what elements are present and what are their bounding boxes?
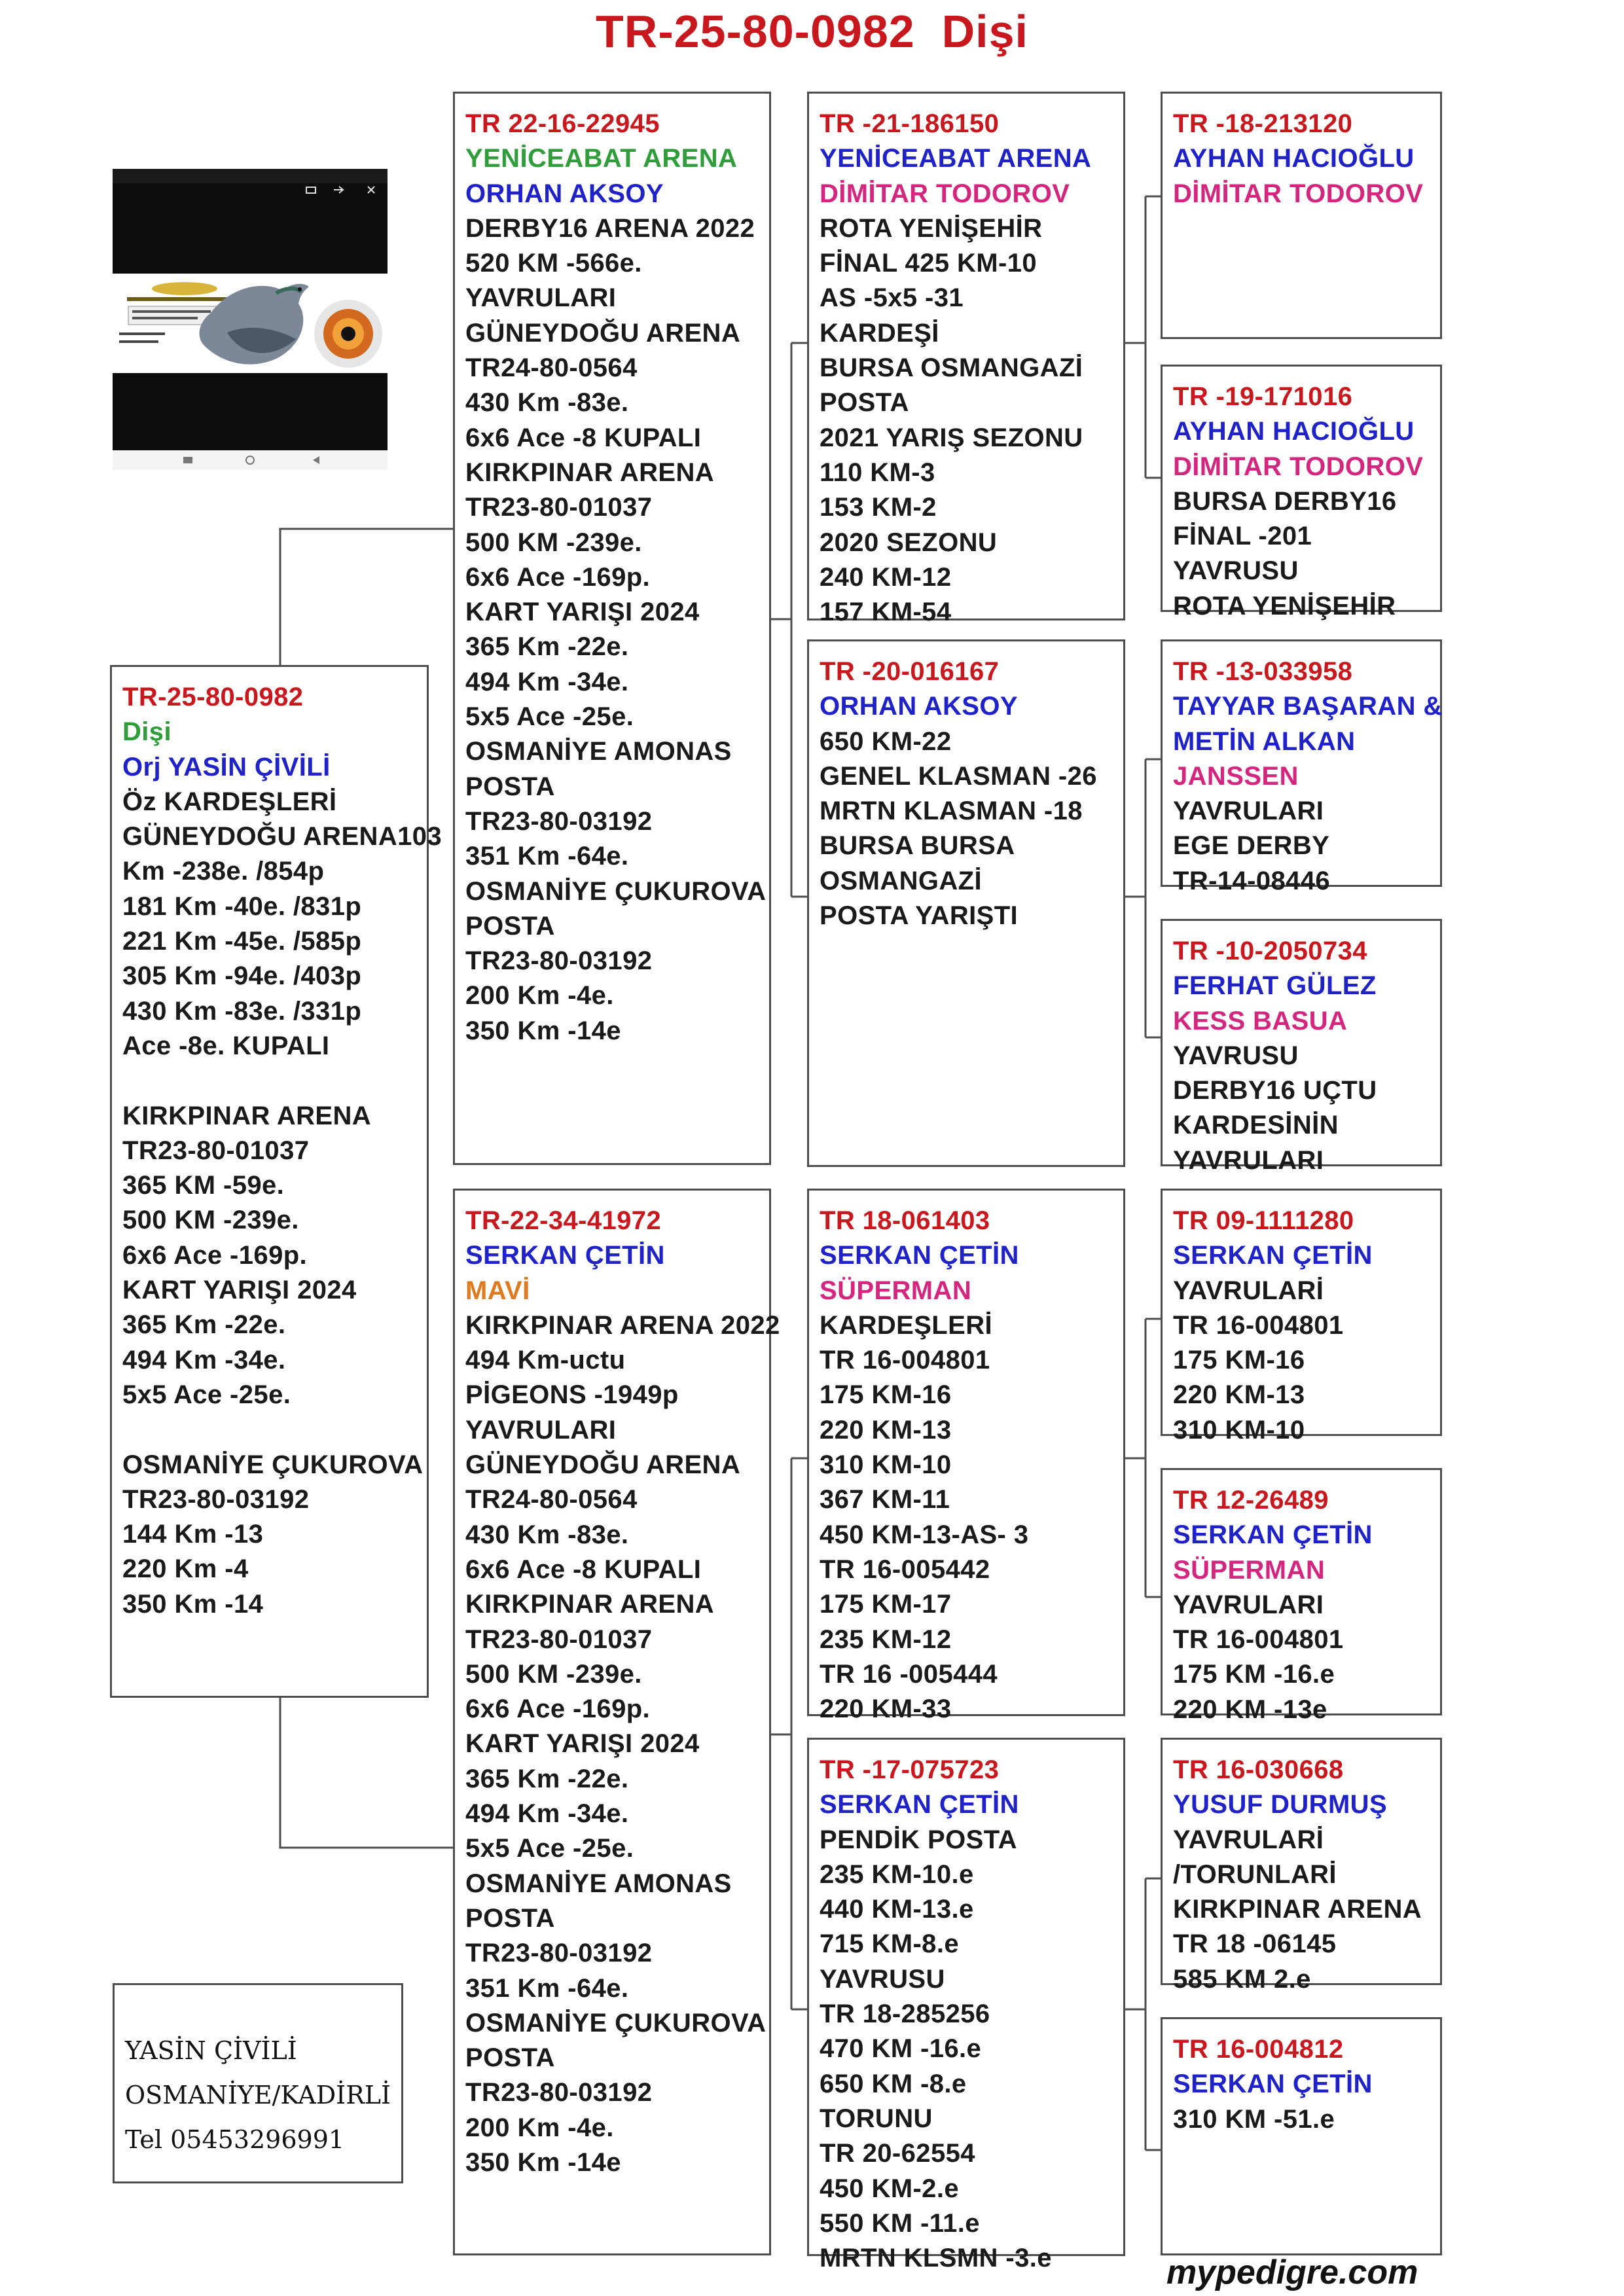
info-line: 365 Km -22e. xyxy=(465,1764,629,1793)
info-line: POSTA xyxy=(465,772,555,801)
info-line xyxy=(122,1064,418,1098)
menu-nav-icon xyxy=(183,457,192,463)
sire-sire-card xyxy=(807,92,1125,627)
info-line: FİNAL 425 KM-10 xyxy=(820,249,1038,278)
info-line: GENEL KLASMAN -26 xyxy=(820,761,1097,791)
info-line: YAVRULARI xyxy=(465,1415,617,1444)
info-line: YENİCEABAT ARENA xyxy=(820,144,1092,173)
info-line: MAVİ xyxy=(465,1276,530,1305)
info-line: 351 Km -64e. xyxy=(465,1973,629,2003)
info-line: 6x6 Ace -169p. xyxy=(465,1695,651,1724)
info-line: KIRKPINAR ARENA xyxy=(122,1101,372,1130)
info-line: TR 16 -005444 xyxy=(820,1659,998,1689)
dam-card xyxy=(453,1189,780,2255)
info-line: BURSA DERBY16 xyxy=(1173,486,1397,516)
info-line: TR24-80-0564 xyxy=(465,1485,638,1515)
info-line: FİNAL -201 xyxy=(1173,522,1312,551)
info-line: 494 Km -34e. xyxy=(122,1345,286,1374)
info-line: 157 KM-54 xyxy=(820,598,952,627)
info-line: 200 Km -4e. xyxy=(465,2113,614,2142)
info-line: 500 KM -239e. xyxy=(465,1659,642,1689)
info-line: TR-14-08446 xyxy=(1173,866,1331,895)
ring-number: TR -13-033958 xyxy=(1173,657,1353,686)
info-line: DİMİTAR TODOROV xyxy=(1173,452,1424,481)
ring-number: TR -10-2050734 xyxy=(1173,937,1367,965)
info-line: 585 KM 2.e xyxy=(1173,1964,1311,1994)
info-line: Öz KARDEŞLERİ xyxy=(122,787,337,816)
info-line: OSMANİYE AMONAS xyxy=(465,1869,732,1898)
info-line: TR 16-004801 xyxy=(820,1346,990,1375)
info-line: 310 KM -51.e xyxy=(1173,2104,1335,2134)
info-line: TR23-80-03192 xyxy=(465,806,653,836)
info-line: KIRKPINAR ARENA xyxy=(465,1590,715,1619)
info-line: 6x6 Ace -169p. xyxy=(465,562,651,592)
info-line: SERKAN ÇETİN xyxy=(820,1241,1019,1270)
info-line: TR 16-005442 xyxy=(820,1554,990,1584)
info-line: TR23-80-01037 xyxy=(465,493,653,522)
info-line: 365 Km -22e. xyxy=(122,1310,286,1340)
info-line: 440 KM-13.e xyxy=(820,1895,974,1924)
info-line: 220 KM -13e xyxy=(1173,1695,1327,1724)
info-line: /TORUNLARİ xyxy=(1173,1859,1337,1889)
ring-number: TR 18-061403 xyxy=(820,1206,990,1235)
info-line: 200 Km -4e. xyxy=(465,981,614,1011)
info-line: TR 16-004801 xyxy=(1173,1625,1344,1655)
info-line: 450 KM-2.e xyxy=(820,2174,959,2203)
info-line: TR24-80-0564 xyxy=(465,353,638,383)
info-line: 5x5 Ace -25e. xyxy=(465,702,634,732)
info-line: TR23-80-03192 xyxy=(465,1939,653,1968)
info-line: SERKAN ÇETİN xyxy=(465,1241,665,1270)
breeder-location: OSMANİYE/KADİRLİ xyxy=(125,2081,391,2109)
info-line: BURSA BURSA xyxy=(820,831,1015,861)
ring-number: TR -20-016167 xyxy=(820,657,1000,686)
info-line: Orj YASİN ÇİVİLİ xyxy=(122,752,331,781)
info-line: YAVRUSU xyxy=(1173,1041,1299,1070)
info-line: TR23-80-03192 xyxy=(465,946,653,976)
info-line: YAVRULARİ xyxy=(1173,1825,1324,1854)
info-line: TORUNU xyxy=(820,2104,933,2133)
info-line: DERBY16 UÇTU xyxy=(1173,1076,1377,1105)
info-line: 365 Km -22e. xyxy=(465,632,629,662)
info-line: KARDEŞİ xyxy=(820,318,939,348)
subject-card xyxy=(110,665,442,1698)
breeder-phone: Tel 05453296991 xyxy=(125,2125,345,2154)
dam-dam-card xyxy=(807,1738,1125,2273)
sire-card xyxy=(453,92,771,1165)
info-line: SERKAN ÇETİN xyxy=(820,1790,1019,1820)
info-line: TR 18-285256 xyxy=(820,2000,990,2029)
ring-number: TR 16-030668 xyxy=(1173,1755,1344,1784)
info-line: POSTA xyxy=(465,2043,555,2073)
info-line: KART YARIŞI 2024 xyxy=(465,598,700,627)
info-line: EGE DERBY xyxy=(1173,831,1330,861)
dam-dam-sire-card xyxy=(1161,1738,1442,1994)
info-line: POSTA xyxy=(820,388,909,418)
info-line: KIRKPINAR ARENA xyxy=(1173,1895,1422,1924)
ring-number: TR-25-80-0982 xyxy=(122,683,304,711)
info-line: DERBY16 ARENA 2022 xyxy=(465,213,755,243)
info-line: OSMANİYE ÇUKUROVA xyxy=(465,2008,767,2037)
info-line: TR23-80-01037 xyxy=(122,1136,310,1165)
info-line: FERHAT GÜLEZ xyxy=(1173,971,1377,1001)
info-line: 2020 SEZONU xyxy=(820,528,998,557)
info-line: 175 KM-17 xyxy=(820,1590,952,1619)
info-line: TR23-80-03192 xyxy=(465,2078,653,2108)
info-line: JANSSEN xyxy=(1173,761,1299,791)
info-line: 430 Km -83e. /331p xyxy=(122,996,362,1026)
info-line: SERKAN ÇETİN xyxy=(1173,1520,1373,1550)
info-line: 181 Km -40e. /831p xyxy=(122,891,362,921)
ring-number: TR -19-171016 xyxy=(1173,382,1353,411)
dam-sire-card xyxy=(807,1189,1125,1724)
info-line: KIRKPINAR ARENA 2022 xyxy=(465,1310,780,1340)
info-line: OSMANİYE ÇUKUROVA xyxy=(122,1450,424,1479)
info-line: 430 Km -83e. xyxy=(465,388,629,418)
ring-number: TR-22-34-41972 xyxy=(465,1206,662,1235)
info-line: DİMİTAR TODOROV xyxy=(820,179,1070,208)
info-line: AYHAN HACIOĞLU xyxy=(1173,417,1415,446)
breeder-contact-box xyxy=(113,1983,403,2183)
info-line: TR23-80-03192 xyxy=(122,1484,310,1514)
info-line: YAVRULARI xyxy=(1173,1590,1324,1619)
info-line: 5x5 Ace -25e. xyxy=(465,1834,634,1863)
info-line: KESS BASUA xyxy=(1173,1006,1348,1035)
info-line: GÜNEYDOĞU ARENA xyxy=(465,1450,741,1480)
info-line: OSMANGAZİ xyxy=(820,866,983,895)
info-line: BURSA OSMANGAZİ xyxy=(820,353,1083,383)
info-line: 235 KM-12 xyxy=(820,1624,952,1654)
info-line: KART YARIŞI 2024 xyxy=(122,1276,357,1305)
info-line: 175 KM -16.e xyxy=(1173,1660,1335,1689)
sire-sire-dam-card xyxy=(1161,365,1442,620)
info-line: TAYYAR BAŞARAN & xyxy=(1173,692,1443,721)
info-line: 715 KM-8.e xyxy=(820,1929,959,1959)
info-line: 494 Km-uctu xyxy=(465,1346,626,1375)
info-line: YAVRUSU xyxy=(820,1964,945,1994)
info-line: TR 20-62554 xyxy=(820,2139,975,2168)
ring-number: TR -21-186150 xyxy=(820,109,1000,138)
info-line: 6x6 Ace -8 KUPALI xyxy=(465,423,702,452)
info-line: 310 KM-10 xyxy=(820,1450,952,1480)
info-line: 310 KM-10 xyxy=(1173,1415,1305,1444)
info-line: 175 KM-16 xyxy=(820,1380,952,1410)
info-line: 221 Km -45e. /585p xyxy=(122,927,362,956)
info-line: AYHAN HACIOĞLU xyxy=(1173,144,1415,173)
info-line: 240 KM-12 xyxy=(820,562,952,592)
info-line: YAVRULARI xyxy=(465,283,617,313)
ring-number: TR -17-075723 xyxy=(820,1755,1000,1784)
info-line: YAVRULARİ xyxy=(1173,1276,1324,1305)
info-line: 220 KM-13 xyxy=(820,1415,952,1444)
info-line: YENİCEABAT ARENA xyxy=(465,144,738,173)
info-line: 500 KM -239e. xyxy=(122,1206,299,1235)
info-line: YUSUF DURMUŞ xyxy=(1173,1790,1388,1820)
sire-sire-sire-card xyxy=(1161,92,1442,339)
info-line: YAVRULARI xyxy=(1173,1145,1324,1175)
info-line: OSMANİYE ÇUKUROVA xyxy=(465,876,767,906)
info-line: YAVRUSU xyxy=(1173,556,1299,586)
info-line: Ace -8e. KUPALI xyxy=(122,1031,330,1060)
info-line: 144 Km -13 xyxy=(122,1520,264,1549)
info-line: MRTN KLSMN -3.e xyxy=(820,2244,1052,2273)
info-line: DİMİTAR TODOROV xyxy=(1173,179,1424,208)
info-line: POSTA xyxy=(465,1903,555,1933)
info-line: TR23-80-01037 xyxy=(465,1624,653,1654)
info-line: PENDİK POSTA xyxy=(820,1825,1017,1854)
info-line: 220 KM-13 xyxy=(1173,1380,1305,1410)
info-line: 5x5 Ace -25e. xyxy=(122,1380,291,1409)
info-line: KARDESİNİN xyxy=(1173,1111,1339,1140)
info-line: 365 KM -59e. xyxy=(122,1171,285,1200)
info-line: YAVRULARI xyxy=(1173,797,1324,826)
info-line: SERKAN ÇETİN xyxy=(1173,1241,1373,1270)
info-line: 235 KM-10.e xyxy=(820,1859,974,1889)
sire-dam-dam-card xyxy=(1161,919,1442,1175)
info-line: KART YARIŞI 2024 xyxy=(465,1729,700,1759)
info-line: 220 Km -4 xyxy=(122,1554,249,1584)
info-line: 494 Km -34e. xyxy=(465,1799,629,1829)
info-line: 220 KM-33 xyxy=(820,1695,952,1724)
ring-number: TR 09-1111280 xyxy=(1173,1206,1354,1235)
info-line: 450 KM-13-AS- 3 xyxy=(820,1520,1029,1549)
info-line: KIRKPINAR ARENA xyxy=(465,457,715,487)
info-line: SERKAN ÇETİN xyxy=(1173,2070,1373,2099)
info-line: 500 KM -239e. xyxy=(465,528,642,557)
info-line: 470 KM -16.e xyxy=(820,2034,982,2064)
info-line: 2021 YARIŞ SEZONU xyxy=(820,423,1083,452)
info-line: 520 KM -566e. xyxy=(465,249,642,278)
info-line: 494 Km -34e. xyxy=(465,667,629,696)
info-line: 650 KM -8.e xyxy=(820,2069,967,2098)
breeder-name: YASİN ÇİVİLİ xyxy=(125,2036,297,2065)
info-line: 550 KM -11.e xyxy=(820,2208,980,2238)
info-line: TR 18 -06145 xyxy=(1173,1929,1337,1959)
info-line: GÜNEYDOĞU ARENA103 xyxy=(122,822,442,852)
info-line: 430 Km -83e. xyxy=(465,1520,629,1549)
info-line: ROTA YENİŞEHİR xyxy=(820,213,1043,243)
pigeon-photo xyxy=(113,169,388,476)
info-line: PİGEONS -1949p xyxy=(465,1380,679,1410)
info-line: 650 KM-22 xyxy=(820,726,952,756)
info-line: TR 16-004801 xyxy=(1173,1310,1344,1340)
info-line: POSTA YARIŞTI xyxy=(820,901,1019,931)
info-line: 6x6 Ace -169p. xyxy=(122,1240,308,1270)
info-line: GÜNEYDOĞU ARENA xyxy=(465,318,741,348)
info-line: 350 Km -14 xyxy=(122,1589,264,1619)
info-line: KARDEŞLERİ xyxy=(820,1310,993,1340)
info-line xyxy=(122,1412,418,1447)
info-line: OSMANİYE AMONAS xyxy=(465,737,732,766)
info-line: SÜPERMAN xyxy=(1173,1555,1326,1585)
sire-dam-sire-card xyxy=(1161,639,1443,895)
info-line: POSTA xyxy=(465,911,555,941)
info-line: 175 KM-16 xyxy=(1173,1346,1305,1375)
info-line: ROTA YENİŞEHİR xyxy=(1173,591,1396,620)
info-line: 305 Km -94e. /403p xyxy=(122,961,362,991)
pedigree-title: TR-25-80-0982 Dişi xyxy=(596,6,1028,57)
info-line: ORHAN AKSOY xyxy=(465,179,664,208)
info-line: Dişi xyxy=(122,717,171,747)
info-line: METİN ALKAN xyxy=(1173,726,1356,756)
info-line: AS -5x5 -31 xyxy=(820,283,964,313)
dam-sire-dam-card xyxy=(1161,1468,1442,1724)
ring-number: TR 22-16-22945 xyxy=(465,109,660,138)
info-line: 350 Km -14e xyxy=(465,1016,621,1045)
ring-number: TR -18-213120 xyxy=(1173,109,1353,138)
info-line: SÜPERMAN xyxy=(820,1276,972,1305)
ring-number: TR 16-004812 xyxy=(1173,2035,1344,2064)
info-line: 110 KM-3 xyxy=(820,457,935,487)
info-line: MRTN KLASMAN -18 xyxy=(820,797,1083,826)
footer-site-name: mypedigre.com xyxy=(1166,2253,1418,2291)
info-line: ORHAN AKSOY xyxy=(820,692,1018,721)
info-line: 351 Km -64e. xyxy=(465,842,629,871)
info-line: 153 KM-2 xyxy=(820,493,937,522)
info-line: 350 Km -14e xyxy=(465,2148,621,2178)
info-line: 6x6 Ace -8 KUPALI xyxy=(465,1554,702,1584)
dam-sire-sire-card xyxy=(1161,1189,1442,1444)
info-line: Km -238e. /854p xyxy=(122,857,325,886)
info-line: 367 KM-11 xyxy=(820,1485,950,1515)
dam-dam-dam-card xyxy=(1161,2017,1442,2255)
sire-dam-card xyxy=(807,639,1125,1167)
ring-number: TR 12-26489 xyxy=(1173,1486,1329,1515)
